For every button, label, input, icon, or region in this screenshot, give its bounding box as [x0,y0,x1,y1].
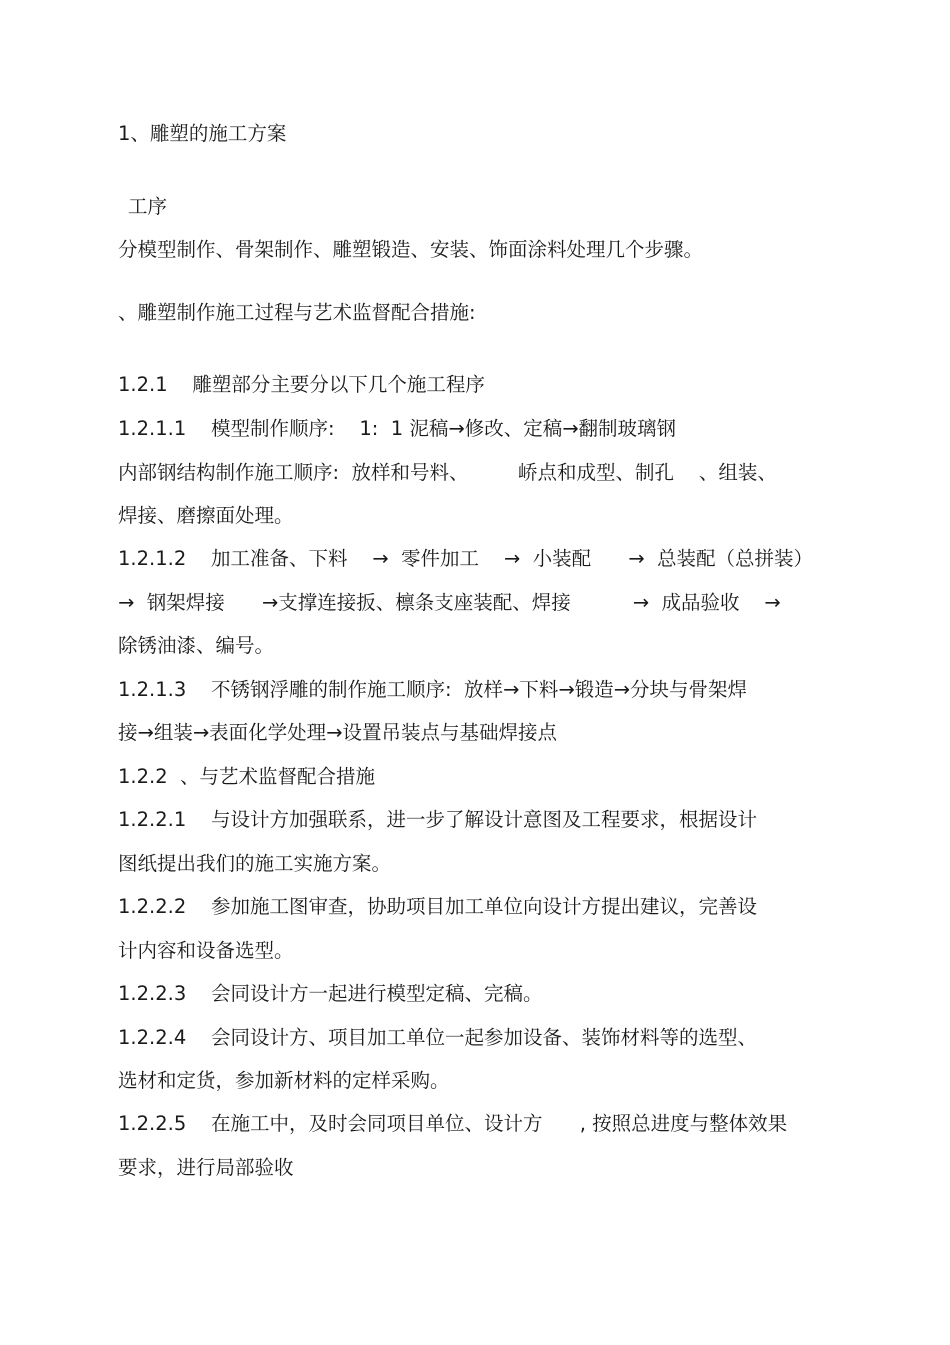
text-line: 1.2.2 、与艺术监督配合措施 [118,765,376,788]
text-line: 图纸提出我们的施工实施方案。 [118,852,392,875]
text-line: 要求，进行局部验收 [118,1156,294,1179]
text-line: 1.2.1.2 加工准备、下料 → 零件加工 → 小装配 → 总装配（总拼装） [118,547,814,570]
text-line: → 钢架焊接 →支撑连接扳、檩条支座装配、焊接 → 成品验收 → [118,591,781,614]
text-line: 1.2.2.3 会同设计方一起进行模型定稿、完稿。 [118,982,543,1005]
text-line: 1.2.1.3 不锈钢浮雕的制作施工顺序: 放样→下料→锻造→分块与骨架焊 [118,678,747,701]
text-line: 1.2.2.4 会同设计方、项目加工单位一起参加设备、装饰材料等的选型、 [118,1026,758,1049]
section-heading: 1、雕塑的施工方案 [118,122,287,145]
text-line: 计内容和设备选型。 [118,939,294,962]
text-line: 1.2.2.5 在施工中，及时会同项目单位、设计方 , 按照总进度与整体效果 [118,1112,788,1135]
text-line: 1.2.1.1 模型制作顺序: 1: 1 泥稿→修改、定稿→翻制玻璃钢 [118,417,677,440]
text-line: 1.2.1 雕塑部分主要分以下几个施工程序 [118,373,485,396]
text-line: 选材和定货，参加新材料的定样采购。 [118,1069,450,1092]
text-line: 焊接、磨擦面处理。 [118,504,294,527]
text-line: 分模型制作、骨架制作、雕塑锻造、安装、饰面涂料处理几个步骤。 [118,238,704,261]
text-line: 1.2.2.2 参加施工图审查，协助项目加工单位向设计方提出建议，完善设 [118,895,758,918]
subheading: 工序 [128,195,168,218]
text-line: 1.2.2.1 与设计方加强联系，进一步了解设计意图及工程要求，根据设计 [118,808,758,831]
text-line: 除锈油漆、编号。 [118,634,275,657]
text-line: 接→组装→表面化学处理→设置吊装点与基础焊接点 [118,721,558,744]
text-line: 、雕塑制作施工过程与艺术监督配合措施: [118,301,476,324]
text-line: 内部钢结构制作施工顺序: 放样和号料、 峤点和成型、制孔 、组装、 [118,461,777,484]
